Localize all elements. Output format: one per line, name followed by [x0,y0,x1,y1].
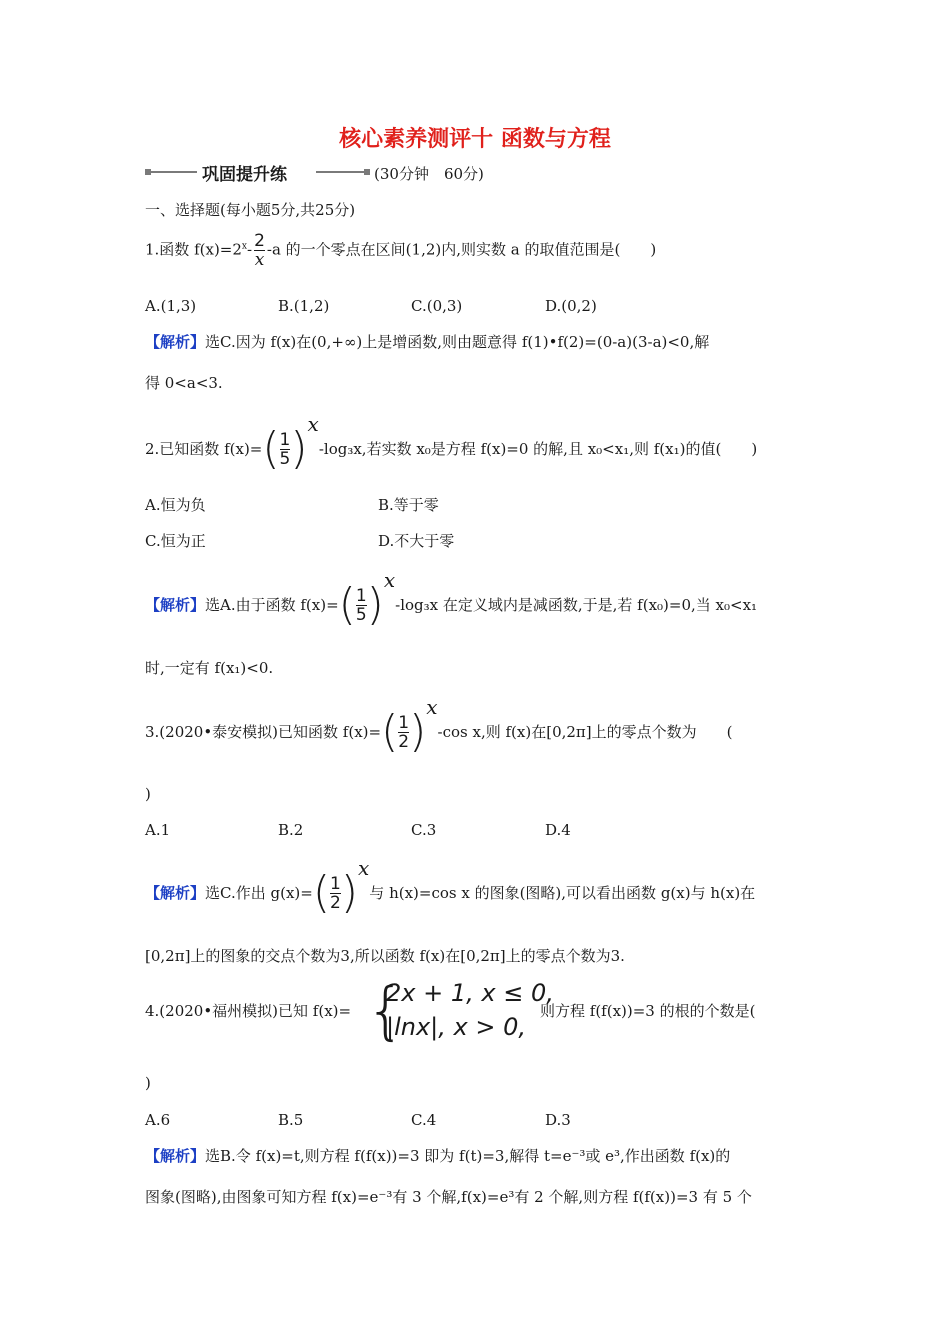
q1-fraction [254,232,265,269]
q4-option-d: D.3 [545,1111,571,1129]
q1-minus: - [247,240,253,259]
q2-frac-den: 5 [279,448,291,469]
q3-analysis-suffix: 与 h(x)=cos x 的图象(图略),可以看出函数 g(x)与 h(x)在 [369,884,756,902]
q2-suffix: -log₃x,若实数 x₀是方程 f(x)=0 的解,且 x₀<x₁,则 f(x₁)的值( ) [318,440,758,458]
q3-frac-num: 1 [398,712,410,733]
q3-option-d: D.4 [545,821,571,839]
q3-exponent: x [426,695,438,719]
section-marker-right [364,169,370,175]
q1-option-b: B.(1,2) [278,297,330,315]
q4-close-paren: ) [145,1074,151,1092]
part-heading: 一、选择题(每小题5分,共25分) [145,201,356,219]
q4-option-b: B.5 [278,1111,304,1129]
q1-option-c: C.(0,3) [411,297,463,315]
q4-analysis [145,1146,730,1166]
q4-suffix: 则方程 f(f(x))=3 的根的个数是( [540,1002,756,1020]
analysis-tag: 【解析】 [145,596,206,614]
q2-analysis: 【解析】选A.由于函数 f(x)=( $\frac{1}{5}$ )x-log₃x 在定义域内是减函数,于是,若 f(x₀)=0,当 x₀<x₁ [145,568,758,630]
q3-analysis: 【解析】选C.作出 g(x)=( $\frac{1}{2}$ )x与 h(x)=cos x 的图象(图略),可以看出函数 g(x)与 h(x)在 [145,856,756,918]
q3-prefix: 3.(2020•泰安模拟)已知函数 f(x)= [145,723,382,741]
section-divider-left [151,171,197,173]
section-divider-right [316,171,364,173]
q3-analysis-line2: [0,2π]上的图象的交点个数为3,所以函数 f(x)在[0,2π]上的零点个数为3. [145,947,625,965]
analysis-tag: 【解析】 [145,333,206,351]
q4-analysis-line2: 图象(图略),由图象可知方程 f(x)=e⁻³有 3 个解,f(x)=e³有 2 个解,则方程 f(f(x))=3 有 5 个 [145,1188,752,1206]
analysis-tag: 【解析】 [145,884,206,902]
q2-option-c: C.恒为正 [145,532,206,550]
q2-analysis-frac-den: 5 [355,604,367,625]
q2-analysis-exponent: x [383,568,396,592]
analysis-tag: 【解析】 [145,1147,206,1165]
q1-analysis [145,332,709,352]
section-label: 巩固提升练 [202,165,287,185]
question-3: 3.(2020•泰安模拟)已知函数 f(x)=( $\frac{1}{2}$ )x-cos x,则 f(x)在[0,2π]上的零点个数为 ( [145,695,733,757]
q1-frac-num: 2 [254,231,265,251]
q1-analysis-text: 选C.因为 f(x)在(0,+∞)上是增函数,则由题意得 f(1)•f(2)=(0-a)(3-a)<0,解 [205,333,710,351]
q1-analysis-line2: 得 0<a<3. [145,374,223,392]
q2-analysis-fraction [356,587,367,624]
q2-analysis-line2: 时,一定有 f(x₁)<0. [145,659,274,677]
q2-analysis-frac-num: 1 [355,585,367,606]
q4-brace: { [366,974,406,1047]
q3-option-b: B.2 [278,821,304,839]
q3-fraction [398,714,409,751]
q4-case-1: 2x + 1, x ≤ 0, [386,979,554,1007]
q4-prefix: 4.(2020•福州模拟)已知 f(x)= [145,1002,352,1020]
question-1 [145,232,656,269]
q1-option-a: A.(1,3) [145,297,197,315]
q4-case-2: |lnx|, x > 0, [386,1013,526,1041]
q2-analysis-prefix: 选A.由于函数 f(x)= [205,596,339,614]
q2-fraction [280,431,291,468]
q2-frac-num: 1 [279,429,291,450]
q1-prefix: 1.函数 f(x)=2 [145,240,242,259]
q3-option-a: A.1 [145,821,171,839]
q1-suffix: -a 的一个零点在区间(1,2)内,则实数 a 的取值范围是( ) [266,240,657,259]
q4-option-c: C.4 [411,1111,437,1129]
section-time: (30分钟 60分) [374,165,484,183]
q1-frac-den: x [254,250,265,270]
q3-analysis-fraction [330,875,341,912]
q3-analysis-frac-den: 2 [330,892,341,913]
page-title: 核心素养测评十 函数与方程 [339,127,611,152]
q2-option-b: B.等于零 [378,496,439,514]
q2-prefix: 2.已知函数 f(x)= [145,440,263,458]
q4-option-a: A.6 [145,1111,171,1129]
q1-exponent: x [241,241,247,252]
q3-frac-den: 2 [398,731,410,752]
q2-option-d: D.不大于零 [378,532,455,550]
q3-suffix: -cos x,则 f(x)在[0,2π]上的零点个数为 ( [437,723,733,741]
question-2: 2.已知函数 f(x)=( $\frac{1}{5}$ )x-log₃x,若实数 x₀是方程 f(x)=0 的解,且 x₀<x₁,则 f(x₁)的值( ) [145,412,758,474]
q3-analysis-frac-num: 1 [330,873,341,894]
q3-close-paren: ) [145,785,151,803]
q3-analysis-prefix: 选C.作出 g(x)= [205,884,313,902]
q3-analysis-exponent: x [358,856,370,880]
q2-analysis-suffix: -log₃x 在定义域内是减函数,于是,若 f(x₀)=0,当 x₀<x₁ [395,596,758,614]
q4-analysis-text: 选B.令 f(x)=t,则方程 f(f(x))=3 即为 f(t)=3,解得 t=e⁻³或 e³,作出函数 f(x)的 [205,1147,731,1165]
q2-exponent: x [307,412,319,436]
q3-option-c: C.3 [411,821,437,839]
q2-option-a: A.恒为负 [145,496,206,514]
q1-option-d: D.(0,2) [545,297,597,315]
